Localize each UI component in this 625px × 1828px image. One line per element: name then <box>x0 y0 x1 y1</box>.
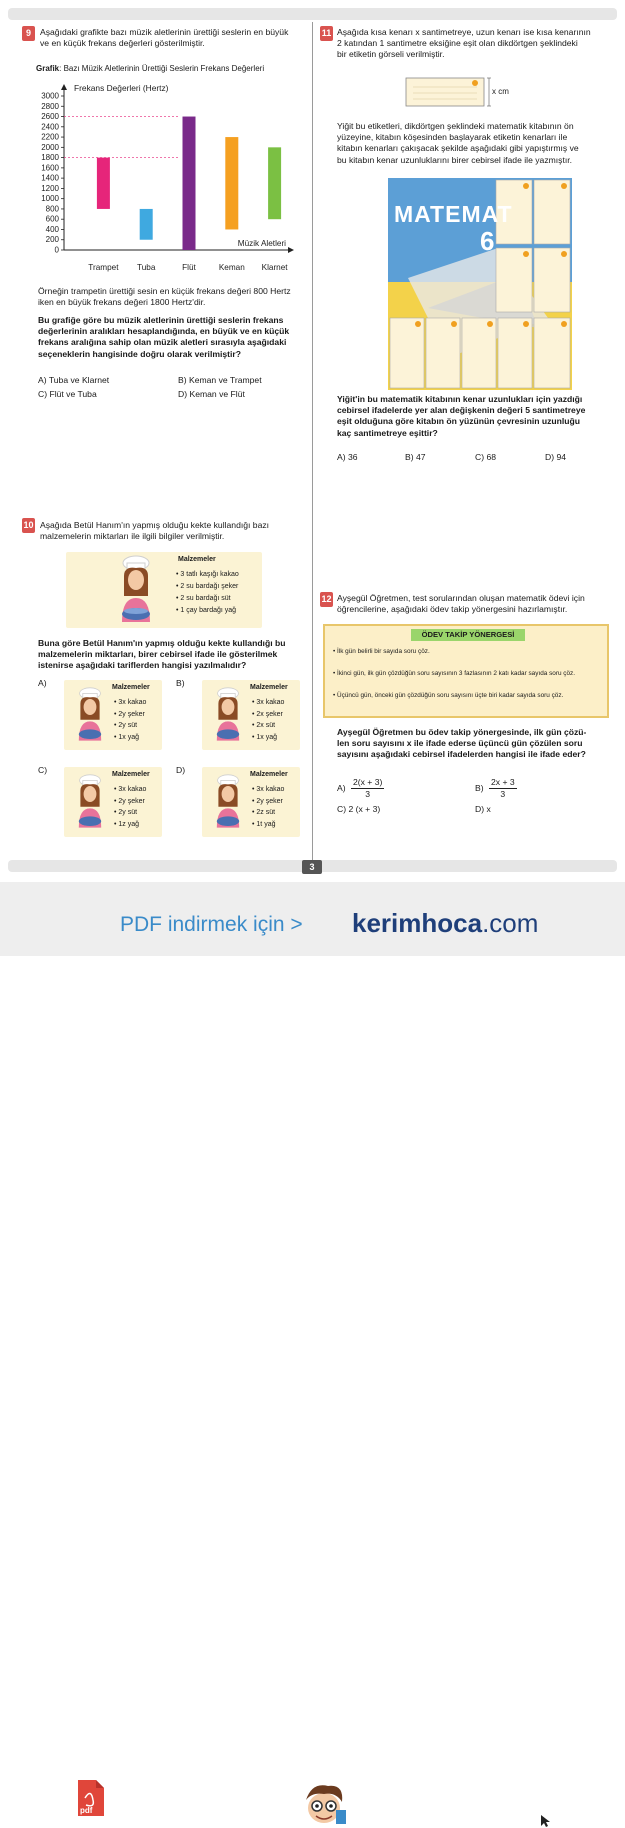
worksheet-page <box>0 0 625 882</box>
q10-question <box>38 638 285 672</box>
cursor-arrow-icon <box>540 1814 552 1828</box>
recipe-item-text: 1 çay bardağı yağ <box>180 607 237 614</box>
y-tick-label: 2000 <box>41 142 59 152</box>
q9-option-b[interactable]: B) Keman ve Trampet <box>178 375 262 385</box>
q11-body-line: bu kitabın kenar uzunluklarını birer cebirsel ifade ile yazmıştır. <box>337 154 573 165</box>
recipe-item-text: 1z yağ <box>118 820 140 828</box>
recipe-item: • 3x kakao <box>114 699 147 706</box>
recipe-item-text: 3 tatlı kaşığı kakao <box>180 571 239 578</box>
recipe-item: • 2y şeker <box>114 797 145 805</box>
homework-step-text: Üçüncü gün, önceki gün çözdüğün soru sayısını üçte biri kadar sayıda soru çöz. <box>337 692 564 699</box>
y-axis-label: Frekans Değerleri (Hertz) <box>74 83 169 93</box>
chef-illustration <box>66 769 114 835</box>
q12-question-line: sayısını aşağıdaki cebirsel ifadelerden hangisi ile ifade eder? <box>337 749 586 760</box>
recipe-item: • 1z yağ <box>114 820 140 828</box>
q11-body-line: kitabın kenarları çakışacak şekilde aşağıdaki gibi yapıştırmış ve <box>337 143 579 154</box>
brand-tld: .com <box>482 908 539 938</box>
chart-title <box>36 64 264 73</box>
column-divider <box>312 22 313 860</box>
q9-option-d[interactable]: D) Keman ve Flüt <box>178 389 245 399</box>
q9-example-line: Örneğin trampetin ürettiği sesin en küçük frekans değeri 800 Hertz <box>38 286 291 296</box>
q12-option-b[interactable] <box>475 777 517 800</box>
page-number: 3 <box>302 860 322 874</box>
recipe-item-text: 2x şeker <box>256 710 283 718</box>
y-tick-label: 800 <box>45 204 59 214</box>
recipe-item-text: 3x kakao <box>118 699 147 706</box>
question-10-number: 10 <box>22 518 35 533</box>
q12-option-c[interactable]: C) 2 (x + 3) <box>337 804 381 814</box>
q11-option-b[interactable]: B) 47 <box>405 452 426 462</box>
q11-question-line: Yiğit'in bu matematik kitabının kenar uzunlukları için yazdığı <box>337 394 583 404</box>
recipe-item-text: 1x yağ <box>118 733 140 741</box>
homework-step-text: İlk gün belirli bir sayıda soru çöz. <box>337 648 430 655</box>
recipe-item: • 3 tatlı kaşığı kakao <box>176 571 239 578</box>
q10-intro <box>40 520 269 542</box>
x-category-label: Klarnet <box>261 263 288 272</box>
chart-title-text: : Bazı Müzik Aletlerinin Ürettiği Seslerin Frekans Değerleri <box>59 64 265 73</box>
y-tick-label: 1000 <box>41 194 59 204</box>
q12-option-a[interactable] <box>337 777 384 800</box>
q11-intro <box>337 27 591 61</box>
recipe-item-text: 2 su bardağı şeker <box>180 583 239 590</box>
q11-intro-line: bir etiketin görseli verilmiştir. <box>337 49 445 60</box>
bar-tuba <box>140 209 153 240</box>
fraction-denominator: 3 <box>500 789 506 799</box>
fraction-numerator: 2(x + 3) <box>352 777 383 787</box>
q9-example <box>38 286 291 308</box>
q10-option-d-label[interactable]: D) <box>176 765 186 775</box>
recipe-item-text: 1t yağ <box>256 820 276 828</box>
y-tick-label: 600 <box>45 214 59 224</box>
chart-title-prefix: Grafik <box>36 64 60 73</box>
q11-option-d[interactable]: D) 94 <box>545 452 567 462</box>
y-tick-label: 0 <box>54 245 59 255</box>
q10-option-card[interactable] <box>64 767 162 837</box>
q11-question-line: eşit olduğuna göre kitabın ön yüzünün çevresinin uzunluğu <box>337 416 581 427</box>
q11-body-line: Yiğit bu etiketleri, dikdörtgen şeklindeki matematik kitabının ön <box>337 121 574 131</box>
y-axis-arrow <box>61 84 67 90</box>
q10-option-a-label[interactable]: A) <box>38 678 47 688</box>
q10-question-line: Buna göre Betül Hanım'ın yapmış olduğu kekte kullandığı bu <box>38 638 286 648</box>
x-axis-arrow <box>288 247 294 253</box>
q10-option-card[interactable] <box>202 680 300 750</box>
y-tick-label: 2600 <box>41 112 59 122</box>
chef-illustration <box>106 554 166 626</box>
q9-question-line: değerlerinin aralıkları hesaplandığında, en büyük ve en küçük <box>38 326 290 337</box>
bar-keman <box>225 137 238 229</box>
q11-question <box>337 394 585 439</box>
chef-illustration <box>66 682 114 748</box>
q9-example-line: iken en büyük frekans değeri 1800 Hertz'dir. <box>38 297 206 308</box>
y-tick-label: 2200 <box>41 132 59 142</box>
recipe-item-text: 2y süt <box>118 722 138 729</box>
recipe-item: • 2y şeker <box>114 710 145 718</box>
q10-question-line: istenirse aşağıdaki tariflerden hangisi yazılmalıdır? <box>38 660 247 671</box>
recipe-item: • 2y süt <box>114 809 138 816</box>
x-category-label: Flüt <box>182 263 196 272</box>
y-tick-label: 400 <box>45 224 59 234</box>
recipe-item: • 3x kakao <box>252 786 285 793</box>
recipe-item: • 1x yağ <box>252 733 278 741</box>
recipe-item: • 2z süt <box>252 809 276 816</box>
footer-download-text[interactable]: PDF indirmek için > <box>120 913 303 936</box>
recipe-item: • 2y süt <box>114 722 138 729</box>
bar-klarnet <box>268 147 281 219</box>
q10-option-card[interactable] <box>202 767 300 837</box>
x-category-label: Keman <box>218 263 245 272</box>
q12-intro-line: öğrencilerine, aşağıdaki ödev takip yönergesini hazırlamıştır. <box>337 604 568 615</box>
y-tick-label: 1200 <box>41 183 59 193</box>
q9-option-c[interactable]: C) Flüt ve Tuba <box>38 389 97 399</box>
q11-option-c[interactable]: C) 68 <box>475 452 497 462</box>
recipe-item-text: 2y şeker <box>118 710 145 718</box>
homework-step: • Üçüncü gün, önceki gün çözdüğün soru sayısını üçte biri kadar sayıda soru çöz. <box>333 692 564 699</box>
book-grade-number: 6 <box>480 226 496 256</box>
q9-question-line: frekans aralığına sahip olan müzik aletleri sırasıyla aşağıdaki <box>38 337 287 348</box>
recipe-title: Malzemeler <box>250 684 288 691</box>
question-11-number: 11 <box>320 26 333 41</box>
q9-intro-line: ve en küçük frekans değerleri gösterilmiştir. <box>40 38 205 49</box>
label-dimension: x cm <box>492 87 509 96</box>
q12-intro <box>337 593 585 615</box>
question-9-number: 9 <box>22 26 35 41</box>
homework-step: • İkinci gün, ilk gün çözdüğün soru sayısının 3 fazlasının 2 katı kadar sayıda soru çöz. <box>333 670 576 677</box>
recipe-item-text: 3x kakao <box>256 699 285 706</box>
q11-body <box>337 121 579 166</box>
chef-illustration <box>204 769 252 835</box>
q11-intro-line: 2 katından 1 santimetre eksiğine eşit olan dikdörtgen şeklindeki <box>337 38 578 49</box>
q9-intro <box>40 27 288 49</box>
x-category-label: Tuba <box>137 263 156 272</box>
frequency-chart <box>28 78 298 278</box>
recipe-item-text: 2x süt <box>256 722 276 729</box>
recipe-item-text: 3x kakao <box>256 786 285 793</box>
pdf-badge-text: pdf <box>80 1806 93 1815</box>
recipe-item: • 2x süt <box>252 722 276 729</box>
recipe-title: Malzemeler <box>250 771 288 778</box>
recipe-item-text: 1x yağ <box>256 733 278 741</box>
q11-body-line: yüzeyine, kitabın köşesinden başlayarak etiketin kenarları ile <box>337 132 568 143</box>
q10-option-c-label[interactable]: C) <box>38 765 48 775</box>
q10-intro-line: malzemelerin miktarları ile ilgili bilgiler verilmiştir. <box>40 531 225 542</box>
x-axis-label: Müzik Aletleri <box>237 239 286 248</box>
recipe-item: • 1x yağ <box>114 733 140 741</box>
recipe-item: • 2x şeker <box>252 710 283 718</box>
recipe-title: Malzemeler <box>112 684 150 691</box>
recipe-item-text: 2y şeker <box>256 797 283 805</box>
y-tick-label: 2400 <box>41 122 59 132</box>
q11-intro-line: Aşağıda kısa kenarı x santimetreye, uzun kenarı ise kısa kenarının <box>337 27 591 37</box>
homework-box-title: ÖDEV TAKİP YÖNERGESİ <box>411 629 525 641</box>
y-tick-label: 3000 <box>41 91 59 101</box>
bar-trampet <box>97 158 110 209</box>
y-tick-label: 1400 <box>41 173 59 183</box>
q12-option-b-fraction <box>489 777 517 800</box>
q11-option-a[interactable]: A) 36 <box>337 452 358 462</box>
q10-option-card[interactable] <box>64 680 162 750</box>
homework-instruction-box <box>323 624 609 718</box>
recipe-item-text: 2y süt <box>118 809 138 816</box>
q10-question-line: malzemelerin miktarları, birer cebirsel ifade ile gösterilmek <box>38 649 278 660</box>
chef-illustration <box>204 682 252 748</box>
question-12-number: 12 <box>320 592 333 607</box>
footer-brand-link[interactable] <box>352 908 538 939</box>
y-tick-label: 1600 <box>41 163 59 173</box>
recipe-item: • 3x kakao <box>252 699 285 706</box>
q12-option-a-fraction <box>351 777 384 800</box>
recipe-item-text: 3x kakao <box>118 786 147 793</box>
recipe-item-text: 2y şeker <box>118 797 145 805</box>
bar-flüt <box>183 117 196 250</box>
q10-option-b-label[interactable]: B) <box>176 678 185 688</box>
q12-question <box>337 727 586 761</box>
recipe-title: Malzemeler <box>112 771 150 778</box>
x-category-label: Trampet <box>88 263 119 272</box>
q12-option-a-label: A) <box>337 782 346 793</box>
q12-option-d[interactable]: D) x <box>475 804 491 814</box>
top-border-bar <box>8 8 617 20</box>
q11-question-line: cebirsel ifadelerde yer alan değişkenin değeri 5 santimetreye <box>337 405 586 416</box>
mascot-icon <box>298 1780 350 1828</box>
q9-question-line: seçeneklerin hangisinde doğru olarak verilmiştir? <box>38 348 241 359</box>
q9-question <box>38 315 289 360</box>
q12-question-line: Ayşegül Öğretmen bu ödev takip yönergesinde, ilk gün çözü- <box>337 727 587 737</box>
recipe-item: • 2 su bardağı şeker <box>176 583 239 590</box>
q12-question-line: len soru sayısını x ile ifade ederse üçüncü gün çözülen soru <box>337 738 583 749</box>
fraction-denominator: 3 <box>365 789 371 799</box>
q11-question-line: kaç santimetreye eşittir? <box>337 427 438 438</box>
homework-step-text: İkinci gün, ilk gün çözdüğün soru sayısının 3 fazlasının 2 katı kadar sayıda soru çöz. <box>337 670 576 677</box>
recipe-item: • 2y şeker <box>252 797 283 805</box>
recipe-card-main <box>66 552 262 628</box>
y-tick-label: 1800 <box>41 153 59 163</box>
recipe-item-text: 2z süt <box>256 809 276 816</box>
recipe-item: • 1t yağ <box>252 820 276 828</box>
recipe-item-text: 2 su bardağı süt <box>180 595 231 602</box>
y-tick-label: 2800 <box>41 101 59 111</box>
book-title: MATEMAT <box>394 201 513 227</box>
recipe-item: • 2 su bardağı süt <box>176 595 231 602</box>
y-tick-label: 200 <box>45 235 59 245</box>
recipe-title: Malzemeler <box>178 556 216 563</box>
q12-option-b-label: B) <box>475 782 484 793</box>
q9-question-line: Bu grafiğe göre bu müzik aletlerinin ürettiği seslerin frekans <box>38 315 284 325</box>
fraction-numerator: 2x + 3 <box>490 777 515 787</box>
recipe-item: • 1 çay bardağı yağ <box>176 607 237 614</box>
homework-step: • İlk gün belirli bir sayıda soru çöz. <box>333 648 430 655</box>
q9-intro-line: Aşağıdaki grafikte bazı müzik aletlerinin ürettiği seslerin en büyük <box>40 27 289 37</box>
q9-option-a[interactable]: A) Tuba ve Klarnet <box>38 375 110 385</box>
q12-intro-line: Ayşegül Öğretmen, test sorularından oluşan matematik ödevi için <box>337 593 585 603</box>
q10-intro-line: Aşağıda Betül Hanım'ın yapmış olduğu kekte kullandığı bazı <box>40 520 270 530</box>
brand-name: kerimhoca <box>352 908 483 938</box>
recipe-item: • 3x kakao <box>114 786 147 793</box>
